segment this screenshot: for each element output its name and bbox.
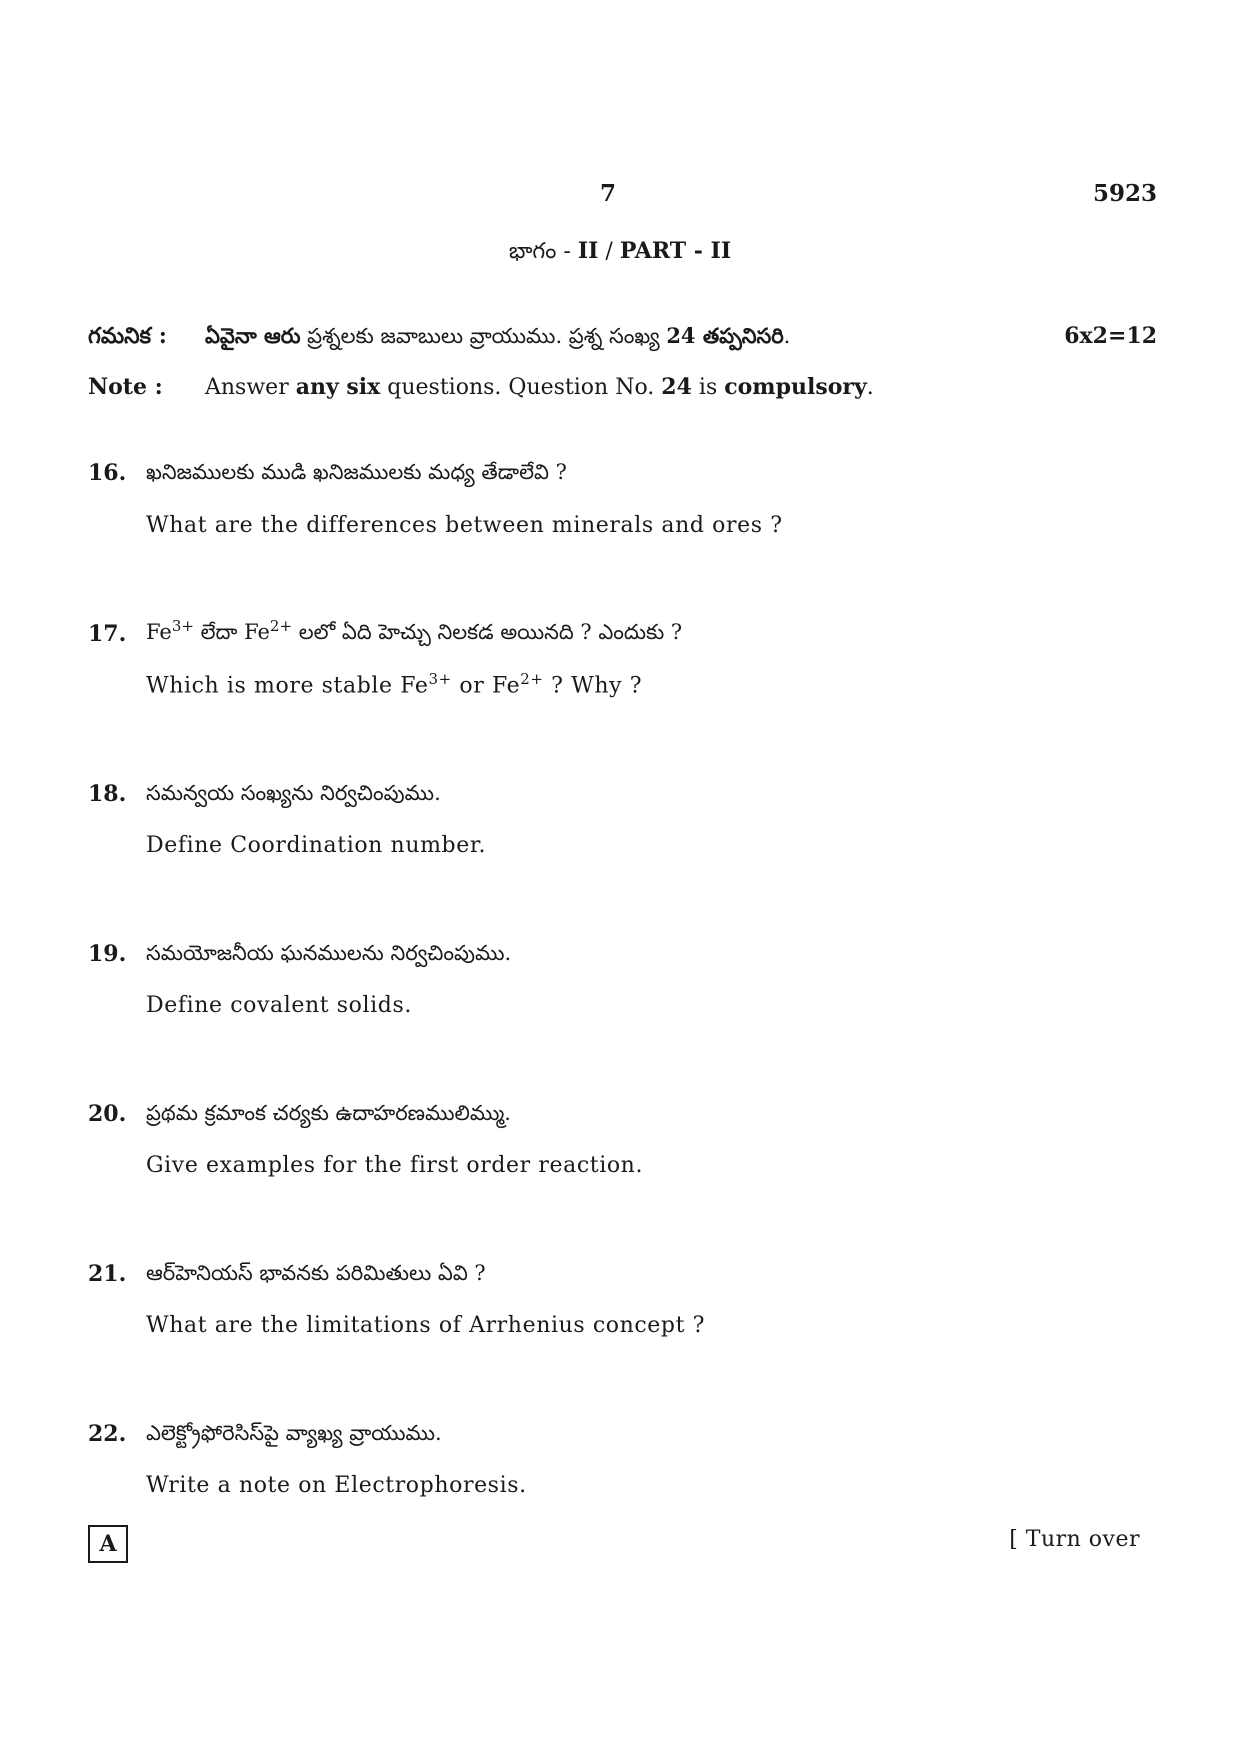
question-text-te: సమయోజనీయ ఘనములను నిర్వచింపుము. bbox=[146, 941, 512, 965]
note-en-part6: compulsory bbox=[724, 374, 867, 400]
note-en-part1: Answer bbox=[205, 375, 296, 400]
question-number: 22. bbox=[88, 1421, 127, 1447]
set-code-box: A bbox=[88, 1525, 128, 1563]
q17-en-start: Which is more stable Fe bbox=[146, 673, 429, 699]
question-number: 17. bbox=[88, 621, 127, 647]
question-number: 20. bbox=[88, 1101, 127, 1127]
part-heading-sep: / bbox=[598, 239, 620, 264]
question-number: 16. bbox=[88, 460, 127, 486]
q17-en-mid: or Fe bbox=[451, 673, 521, 699]
q17-te-sup1: 3+ bbox=[171, 617, 194, 635]
note-en-part7: . bbox=[866, 375, 874, 400]
note-te-part1: ఏవైనా ఆరు bbox=[205, 323, 301, 348]
question-number: 18. bbox=[88, 781, 127, 807]
q17-en-sup1: 3+ bbox=[428, 670, 452, 688]
question-number: 21. bbox=[88, 1261, 127, 1287]
part-heading bbox=[0, 238, 1240, 269]
note-en-part5: is bbox=[691, 375, 725, 400]
q17-en-sup2: 2+ bbox=[520, 670, 544, 688]
page-number: 7 bbox=[600, 180, 617, 207]
part-heading-en: PART - II bbox=[619, 238, 732, 264]
turn-over-label: [ Turn over bbox=[1009, 1527, 1140, 1552]
q17-te-sup2: 2+ bbox=[269, 617, 293, 635]
paper-code: 5923 bbox=[1092, 180, 1157, 207]
note-en-part4: 24 bbox=[661, 374, 692, 400]
question-text-en: Define covalent solids. bbox=[146, 993, 412, 1018]
question-text-en: What are the limitations of Arrhenius concept ? bbox=[146, 1313, 706, 1338]
question-text-en: Write a note on Electrophoresis. bbox=[146, 1473, 527, 1498]
question-text-te: ఖనిజములకు ముడి ఖనిజములకు మధ్య తేడాలేవి ? bbox=[146, 460, 567, 484]
note-te-part3: 24 తప్పనిసరి bbox=[666, 323, 784, 348]
note-te-part2: ప్రశ్నలకు జవాబులు వ్రాయుము. ప్రశ్న సంఖ్య bbox=[300, 324, 667, 348]
question-text-te: ఎలెక్ట్రోఫోరెసిస్‌పై వ్యాఖ్య వ్రాయుము. bbox=[146, 1421, 442, 1445]
q17-te-end: లలో ఏది హెచ్చు నిలకడ అయినది ? ఎందుకు ? bbox=[292, 620, 683, 644]
question-text-en bbox=[146, 670, 642, 698]
question-text-en: Define Coordination number. bbox=[146, 833, 487, 858]
q17-en-end: ? Why ? bbox=[543, 673, 643, 699]
question-number: 19. bbox=[88, 941, 127, 967]
question-text-te: ఆర్‌హెనియస్ భావనకు పరిమితులు ఏవి ? bbox=[146, 1261, 486, 1285]
part-heading-roman: II bbox=[577, 238, 599, 264]
note-label-te: గమనిక : bbox=[88, 323, 167, 349]
note-te-part4: . bbox=[783, 324, 791, 348]
question-text-en: What are the differences between minerals and ores ? bbox=[146, 513, 783, 538]
question-text-te bbox=[146, 617, 682, 650]
note-en-part2: any six bbox=[295, 374, 381, 400]
q17-te-mid: లేదా Fe bbox=[193, 620, 270, 644]
marks-scheme: 6x2=12 bbox=[1064, 323, 1157, 349]
question-text-te: ప్రథమ క్రమాంక చర్యకు ఉదాహరణములిమ్ము. bbox=[146, 1101, 511, 1125]
note-text-en bbox=[205, 374, 874, 400]
note-label-en: Note : bbox=[88, 374, 163, 400]
question-text-te: సమన్వయ సంఖ్యను నిర్వచింపుము. bbox=[146, 781, 441, 805]
part-heading-te: భాగం - bbox=[508, 239, 578, 264]
note-en-part3: questions. Question No. bbox=[380, 375, 662, 400]
note-text-te bbox=[205, 323, 790, 354]
question-text-en: Give examples for the first order reaction. bbox=[146, 1153, 644, 1178]
q17-te-fe: Fe bbox=[146, 620, 172, 644]
